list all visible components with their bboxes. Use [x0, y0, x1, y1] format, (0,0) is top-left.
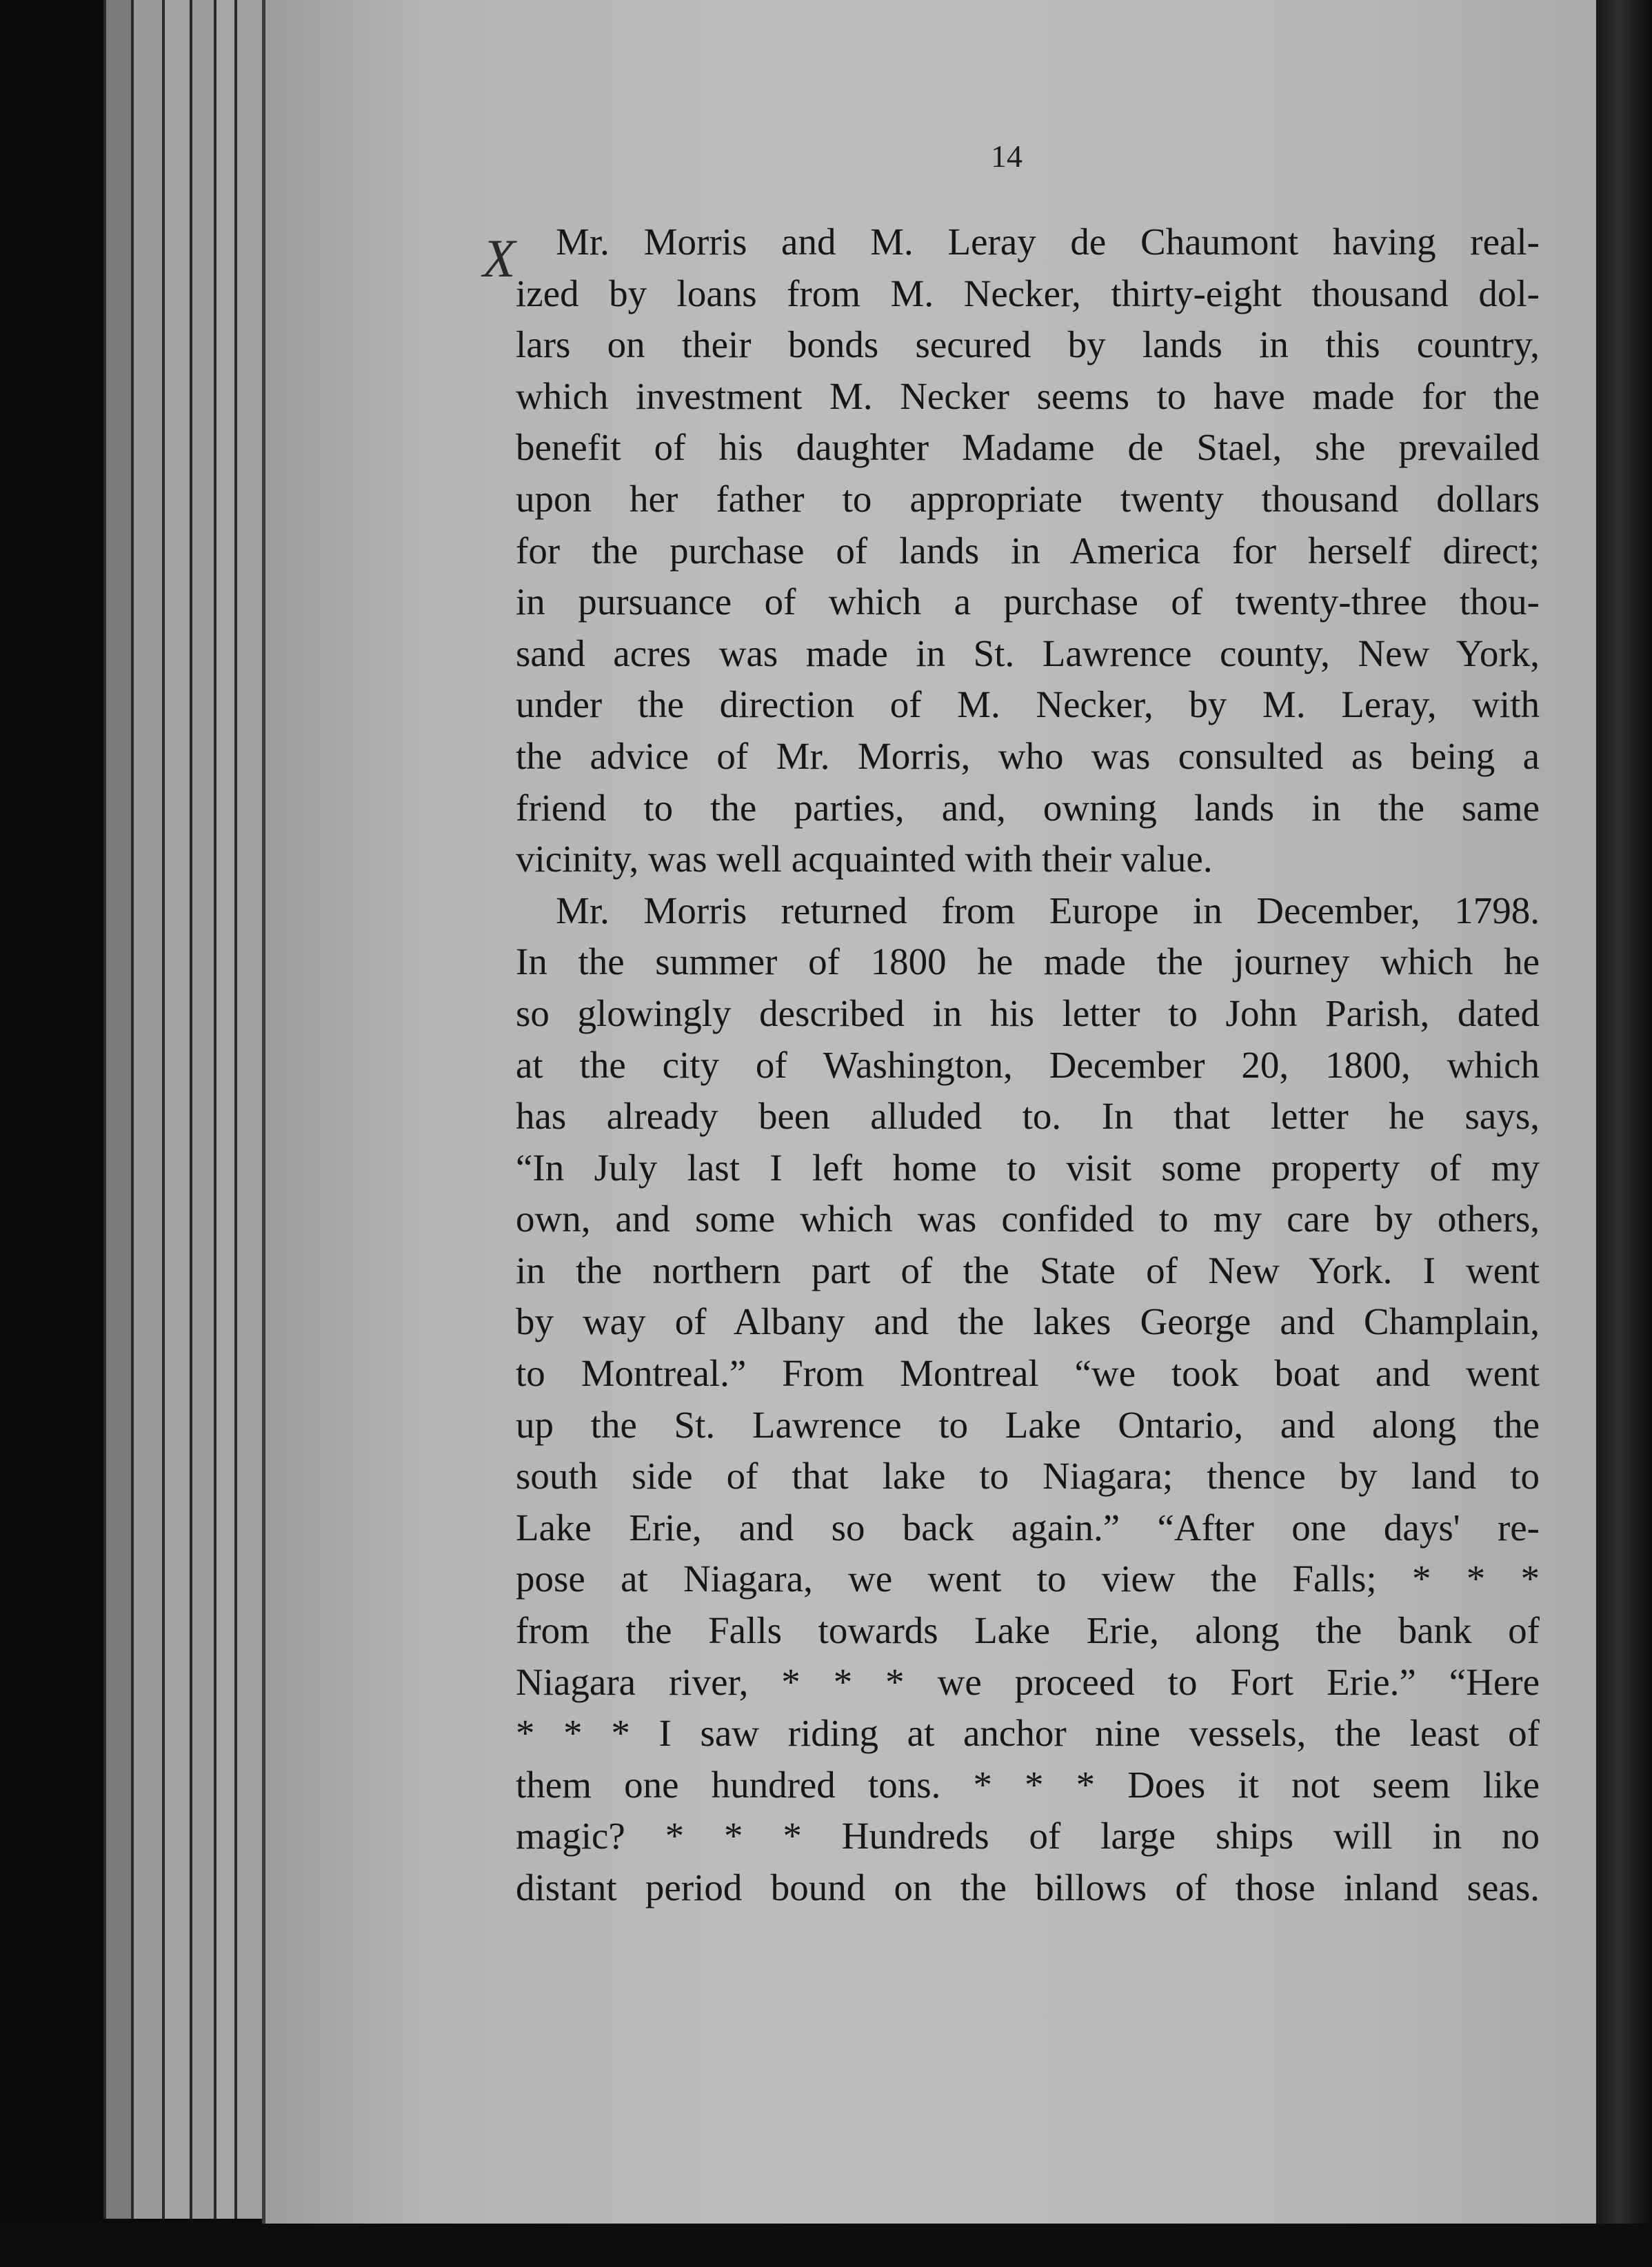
text-line: Mr. Morris and M. Leray de Chaumont having real- — [556, 221, 1540, 263]
text-line: friend to the parties, and, owning lands in the same — [516, 786, 1540, 829]
text-line: the advice of Mr. Morris, who was consulted as being a — [516, 734, 1540, 777]
text-line: to Montreal.” From Montreal “we took boat and went — [516, 1352, 1540, 1395]
text-line: lars on their bonds secured by lands in this country, — [516, 323, 1540, 366]
text-line: magic? * * * Hundreds of large ships will in no — [516, 1815, 1540, 1857]
margin-mark: X — [483, 228, 516, 288]
text-line: sand acres was made in St. Lawrence county, New York, — [516, 632, 1540, 674]
text-line: in the northern part of the State of New York. I went — [516, 1249, 1540, 1291]
text-line: Niagara river, * * * we proceed to Fort Erie.” “Here — [516, 1660, 1540, 1703]
text-line: them one hundred tons. * * * Does it not seem like — [516, 1763, 1540, 1806]
text-line: for the purchase of lands in America for herself direct; — [516, 529, 1540, 572]
text-line: “In July last I left home to visit some property of my — [516, 1146, 1540, 1189]
text-line: south side of that lake to Niagara; thence by land to — [516, 1455, 1540, 1498]
page-number: 14 — [991, 139, 1023, 174]
text-line: from the Falls towards Lake Erie, along the bank of — [516, 1609, 1540, 1652]
body-text — [516, 216, 1540, 1914]
text-line: under the direction of M. Necker, by M. Leray, with — [516, 683, 1540, 726]
book-binding — [1596, 0, 1652, 2267]
text-line: Mr. Morris returned from Europe in December, 1798. — [556, 889, 1540, 931]
text-line: Lake Erie, and so back again.” “After one days' re- — [516, 1506, 1540, 1549]
text-line: * * * I saw riding at anchor nine vessels, the least of — [516, 1712, 1540, 1755]
text-line: has already been alluded to. In that letter he says, — [516, 1095, 1540, 1138]
text-line: by way of Albany and the lakes George and Champlain, — [516, 1300, 1540, 1343]
text-line: own, and some which was confided to my care by others, — [516, 1198, 1540, 1240]
scan-border — [0, 2224, 1652, 2267]
text-line: which investment M. Necker seems to have made for the — [516, 374, 1540, 417]
text-line: so glowingly described in his letter to John Parish, dated — [516, 991, 1540, 1034]
text-line: vicinity, was well acquainted with their value. — [516, 838, 1213, 880]
text-line: In the summer of 1800 he made the journey which he — [516, 940, 1540, 983]
text-line: ized by loans from M. Necker, thirty-eight thousand dol- — [516, 272, 1540, 314]
text-line: up the St. Lawrence to Lake Ontario, and along the — [516, 1403, 1540, 1446]
text-line: distant period bound on the billows of those inland seas. — [516, 1866, 1540, 1908]
paragraph-2 — [516, 885, 1540, 1914]
text-line: pose at Niagara, we went to view the Falls; * * * — [516, 1558, 1540, 1600]
paragraph-1 — [516, 216, 1540, 885]
text-line: upon her father to appropriate twenty thousand dollars — [516, 477, 1540, 520]
text-line: benefit of his daughter Madame de Stael, she prevailed — [516, 426, 1540, 469]
text-line: at the city of Washington, December 20, 1800, which — [516, 1043, 1540, 1086]
text-line: in pursuance of which a purchase of twenty-three thou- — [516, 581, 1540, 623]
